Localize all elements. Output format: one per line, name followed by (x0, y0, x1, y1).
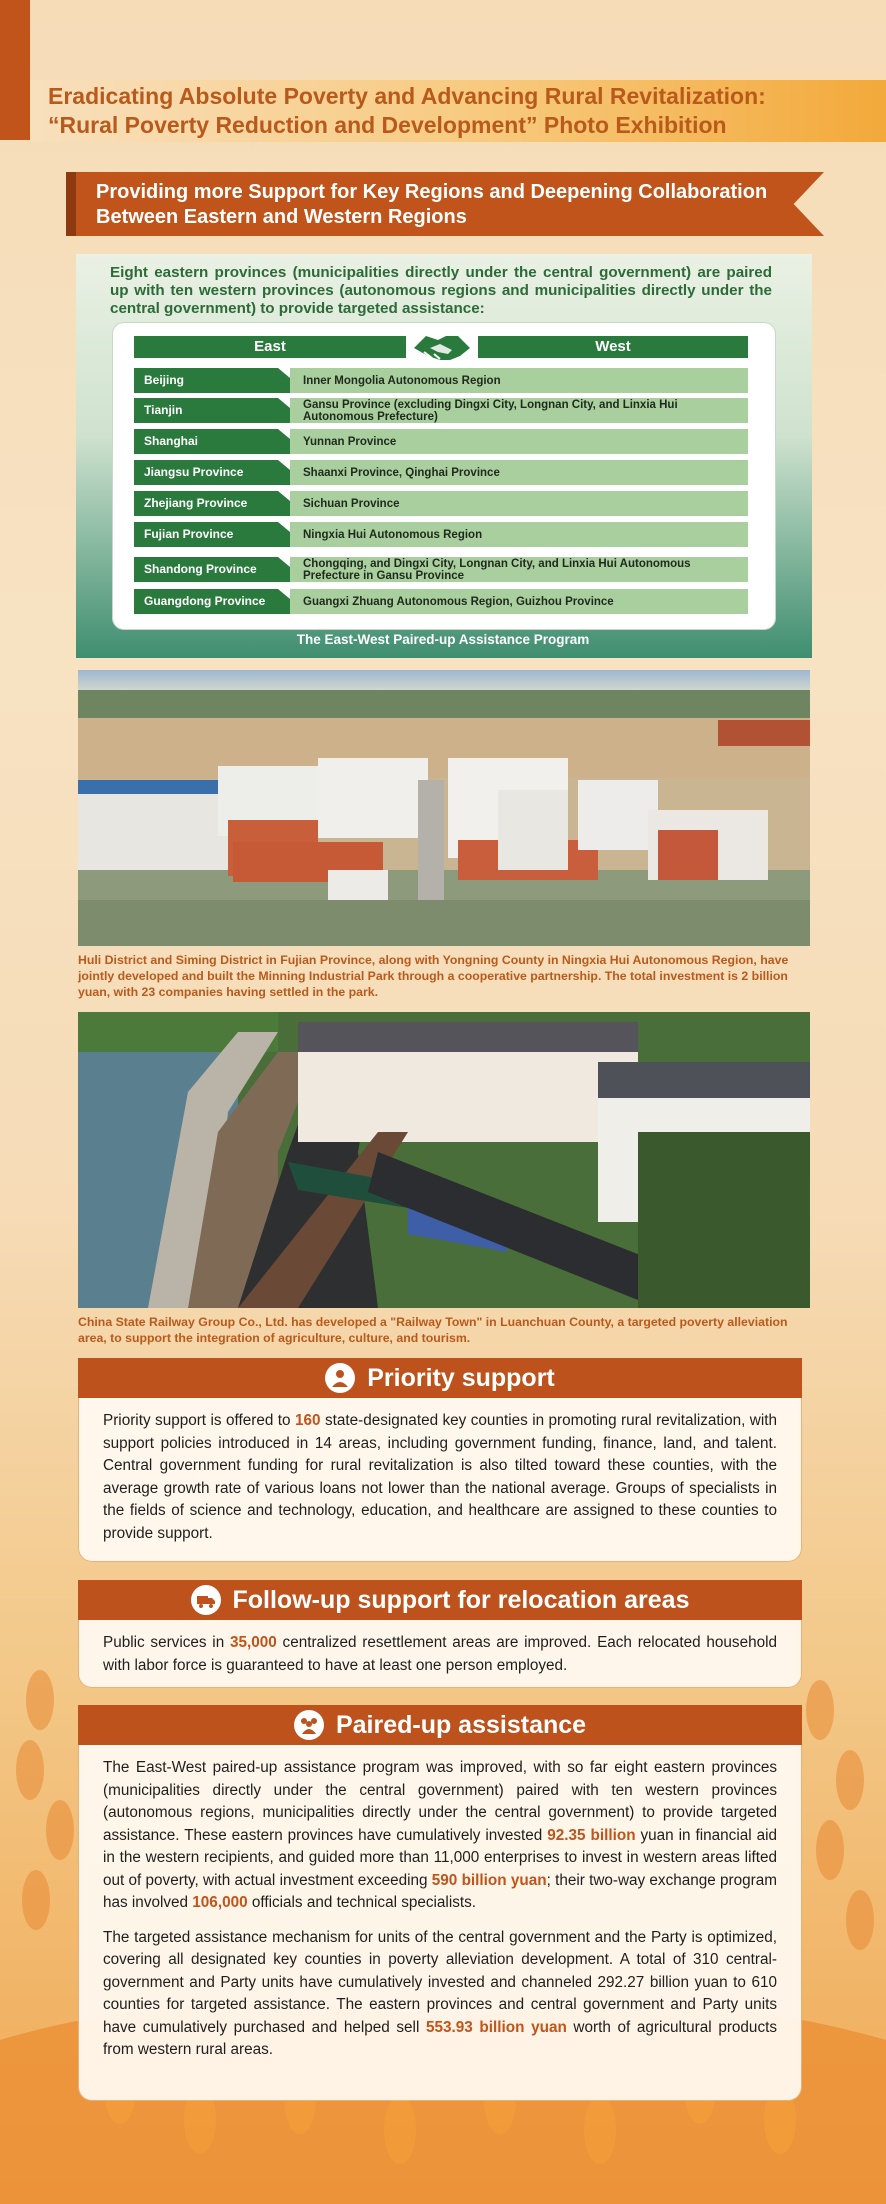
west-cell-text: Gansu Province (excluding Dingxi City, Longnan City, and Linxia Hui Autonomous Prefecture) (303, 398, 678, 423)
west-cell (290, 368, 748, 393)
highlight-number: 553.93 billion yuan (426, 2018, 567, 2036)
priority-support-body (78, 1398, 802, 1562)
text-span: ; their two-way exchange program has involved (103, 1871, 777, 1911)
paired-assistance-title: Paired-up assistance (335, 1710, 587, 1739)
east-column-header: East (134, 336, 406, 358)
east-cell: Shandong Province (134, 557, 278, 582)
paired-assistance-paragraph-1 (103, 1757, 777, 1915)
paired-assistance-paragraph-2 (103, 1927, 777, 2062)
header-accent-bar (0, 0, 30, 140)
west-cell (290, 557, 748, 582)
west-cell-text: Sichuan Province (303, 497, 400, 510)
section-banner-strip (66, 172, 76, 236)
paired-assistance-body (78, 1745, 802, 2101)
text-span: state-designated key counties in promoting rural revitalization, with support policies introduced in 14 areas, including government funding, finance, land, and talent. Central government funding for rural revitalization is also tilted toward these counties, with the average growth rate of various loans not lower than the national average. Groups of specialists in the fields of science and technology, education, and healthcare are assigned to these counties to provide support. (103, 1412, 777, 1542)
east-cell: Shanghai (134, 429, 278, 454)
people-group-icon (294, 1710, 324, 1740)
west-cell (290, 589, 748, 614)
infographic-caption: The East-West Paired-up Assistance Program (296, 632, 590, 647)
highlight-number: 106,000 (192, 1894, 248, 1911)
east-cell: Fujian Province (134, 522, 278, 547)
infographic-intro: Eight eastern provinces (municipalities directly under the central government) are paired up with ten western provinces (autonomous regions and municipalities directly under the central government) to provide targeted assistance: (110, 264, 772, 317)
east-cell: Beijing (134, 368, 278, 393)
text-span: The targeted assistance mechanism for units of the central government and the Party is optimized, covering all designated key counties in poverty alleviation development. A total of 310 central-government and Party units have cumulatively invested and channeled 292.27 billion yuan to 610 counties for targeted assistance. The eastern provinces and central government and Party units have cumulatively purchased and helped sell (103, 1928, 777, 2036)
handshake-icon (410, 326, 474, 366)
support-icon (325, 1363, 355, 1393)
east-cell: Zhejiang Province (134, 491, 278, 516)
priority-support-header (78, 1358, 802, 1398)
followup-support-body (78, 1620, 802, 1688)
west-cell (290, 460, 748, 485)
highlight-number: 590 billion yuan (431, 1871, 547, 1889)
paired-assistance-header (78, 1705, 802, 1745)
text-span: yuan in financial aid in the western recipients, and guided more than 11,000 enterprises to invest in western areas lifted out of poverty, with actual investment exceeding (103, 1826, 778, 1889)
page-title-line-2: “Rural Poverty Reduction and Development” Photo Exhibition (48, 112, 727, 138)
text-span: Public services in (103, 1634, 230, 1651)
west-cell (290, 491, 748, 516)
highlight-number: 35,000 (229, 1634, 277, 1651)
text-span: centralized resettlement areas are improved. Each relocated household with labor force is guaranteed to have at least one person employed. (103, 1634, 778, 1674)
east-cell: Tianjin (134, 398, 278, 423)
industrial-park-photo (78, 670, 810, 946)
followup-support-header (78, 1580, 802, 1620)
priority-support-title: Priority support (367, 1363, 555, 1392)
text-span: The East-West paired-up assistance program was improved, with so far eight eastern provinces (municipalities directly under the central government) paired with ten western provinces (autonomous regions, municipalities directly under the central government) to provide targeted assistance. These eastern provinces have cumulatively invested (103, 1759, 777, 1844)
east-cell: Guangdong Province (134, 589, 278, 614)
west-cell (290, 398, 748, 423)
railway-town-photo (78, 1012, 810, 1308)
west-cell-text: Shaanxi Province, Qinghai Province (303, 466, 500, 479)
highlight-number: 92.35 billion (547, 1826, 636, 1844)
text-span: worth of agricultural products from western rural areas. (103, 2018, 777, 2058)
west-cell-text: Guangxi Zhuang Autonomous Region, Guizhou Province (303, 595, 614, 608)
section-banner-title (96, 180, 796, 230)
section-banner-line-2: Between Eastern and Western Regions (96, 206, 467, 228)
highlight-number: 160 (295, 1412, 321, 1429)
page-title-line-1: Eradicating Absolute Poverty and Advancing Rural Revitalization: (48, 83, 766, 109)
text-span: officials and technical specialists. (247, 1894, 477, 1911)
followup-support-text (103, 1632, 777, 1677)
priority-support-text (103, 1410, 777, 1545)
text-span: Priority support is offered to (103, 1412, 295, 1429)
section-banner-line-1: Providing more Support for Key Regions and Deepening Collaboration (96, 181, 768, 203)
west-cell (290, 429, 748, 454)
west-cell-text: Yunnan Province (303, 435, 397, 448)
page-title (48, 82, 848, 140)
industrial-park-caption: Huli District and Siming District in Fujian Province, along with Yongning County in Ningxia Hui Autonomous Region, have jointly developed and built the Minning Industrial Park through a cooperative partnership. The total investment is 2 billion yuan, with 23 companies having settled in the park. (78, 953, 789, 999)
west-cell-text: Ningxia Hui Autonomous Region (303, 528, 483, 541)
west-cell-text: Inner Mongolia Autonomous Region (303, 374, 501, 387)
west-cell-text: Chongqing, and Dingxi City, Longnan City, and Linxia Hui Autonomous Prefecture in Gansu Province (303, 557, 691, 582)
west-cell (290, 522, 748, 547)
followup-support-title: Follow-up support for relocation areas (232, 1585, 690, 1614)
east-cell: Jiangsu Province (134, 460, 278, 485)
railway-town-caption: China State Railway Group Co., Ltd. has developed a "Railway Town" in Luanchuan County, a targeted poverty alleviation area, to support the integration of agriculture, culture, and tourism. (78, 1315, 788, 1345)
west-column-header: West (478, 336, 748, 358)
relocation-truck-icon (191, 1585, 221, 1615)
